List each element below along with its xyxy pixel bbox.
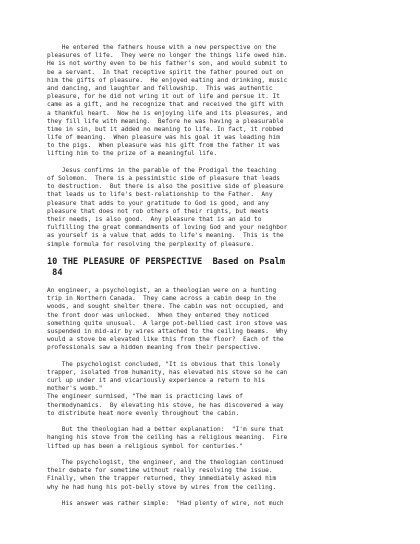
text-line: to destruction. But there is also the positive side of pleasure: [47, 183, 284, 191]
text-line: lifted up has been a religious symbol for centuries.": [47, 442, 243, 450]
text-line: of Solomon. There is a pessimistic side of pleasure that leads: [47, 175, 280, 182]
text-line: their needs, is also good. Any pleasure that is an aid to: [47, 215, 262, 223]
text-line: be a servant. In that receptive spirit the father poured out on: [47, 68, 284, 76]
paragraph-gap: [47, 492, 387, 500]
text-line: came as a gift, and he recognize that and received the gift with: [47, 101, 284, 109]
text-line: thermodynamics. By elevating his stove, he has discovered a way: [47, 401, 284, 409]
paragraph-gap: [47, 451, 387, 459]
text-line: to distribute heat more evenly throughout the cabin.: [47, 409, 240, 417]
text-line: that leads us to life's best-relationship to the Father. Any: [47, 191, 273, 199]
text-line: His answer was rather simple: "Had plenty of wire, not much: [47, 499, 284, 507]
text-line: to the pigs. When pleasure was his gift from the father it was: [47, 142, 280, 150]
text-line: Jesus confirms in the parable of the Prodigal the teaching: [47, 166, 277, 174]
text-line: and dancing, and laughter and fellowship. This was authentic: [47, 84, 273, 92]
text-line: as yourself is a value that adds to life's meaning. This is the: [47, 232, 284, 240]
text-line: life of meaning. When pleasure was his goal it was leading him: [47, 134, 280, 142]
text-line: He entered the fathers house with a new perspective on the: [47, 44, 277, 51]
text-line: fulfilling the great commandments of loving God and your neighbor: [47, 224, 288, 232]
text-line: him the gifts of pleasure. He enjoyed eating and drinking, music: [47, 76, 288, 84]
text-line: would a stove be elevated like this from the floor? Each of the: [47, 336, 284, 344]
text-line: time in sin, but it added no meaning to life. In fact, it robbed: [47, 125, 284, 133]
text-line: pleasure that adds to your gratitude to God is good, and any: [47, 199, 269, 207]
text-line: professionals saw a hidden meaning from their perspective.: [47, 344, 262, 352]
text-line: The psychologist concluded, "It is obvious that this lonely: [47, 360, 280, 368]
text-line: But the theologian had a better explanation: "I'm sure that: [47, 426, 284, 434]
text-line: the front door was unlocked. When they entered they noticed: [47, 311, 269, 319]
text-line: something quite unusual. A large pot-bellied cast iron stove was: [47, 319, 288, 327]
paragraph: [47, 167, 387, 249]
text-line: curl up under it and vicariously experience a return to his: [47, 377, 266, 385]
text-line: why he had hung his pot-belly stove by wires from the ceiling.: [47, 483, 277, 491]
text-line: The engineer surmised, "The man is practicing laws of: [47, 393, 243, 401]
text-line: suspended in mid-air by wires attached to the ceiling beams. Why: [47, 327, 288, 335]
text-line: He is not worthy even to be his father's son, and would submit to: [47, 60, 288, 68]
paragraph: [47, 426, 387, 451]
text-line: An engineer, a psychologist, an a theologian were on a hunting: [47, 287, 277, 294]
chapter-heading: [47, 257, 285, 278]
text-line: trapper, isolated from humanity, has elevated his stove so he can: [47, 368, 288, 376]
paragraph: [47, 459, 387, 492]
section-2-body: [47, 287, 387, 508]
paragraph: [47, 361, 387, 418]
text-line: Finally, when the trapper returned, they immediately asked him: [47, 475, 277, 483]
paragraph-gap: [47, 418, 387, 426]
paragraph-gap: [47, 353, 387, 361]
text-line: simple formula for resolving the perplexity of pleasure.: [47, 240, 255, 248]
text-line: trip in Northern Canada. They came across a cabin deep in the: [47, 295, 277, 303]
heading-line: 10 THE PLEASURE OF PERSPECTIVE Based on Psalm: [47, 257, 285, 267]
paragraph-gap: [47, 159, 387, 167]
text-line: pleasure that does not rob others of their rights, but meets: [47, 207, 269, 215]
text-line: woods, and sought shelter there. The cabin was not occupied, and: [47, 303, 284, 311]
text-line: mother's womb.": [47, 385, 103, 393]
paragraph: [47, 44, 387, 159]
text-line: their debate for sometime without really resolving the issue.: [47, 467, 273, 475]
text-line: The psychologist, the engineer, and the theologian continued: [47, 458, 284, 466]
text-line: a thankful heart. Now he is enjoying life and its pleasures, and: [47, 109, 288, 117]
text-line: pleasures of life. They were no longer the things life owed him.: [47, 52, 288, 60]
text-line: hanging his stove from the ceiling has a religious meaning. Fire: [47, 434, 288, 442]
text-line: they fill life with meaning. Before he was having a pleasurable: [47, 117, 284, 125]
text-line: lifting him to the prize of a meaningful life.: [47, 150, 218, 158]
section-1-body: [47, 44, 387, 249]
text-line: pleasure, for he did not wring it out of life and persue it. It: [47, 93, 280, 101]
paragraph: [47, 287, 387, 353]
heading-line: 84: [47, 267, 63, 278]
paragraph: [47, 500, 387, 508]
